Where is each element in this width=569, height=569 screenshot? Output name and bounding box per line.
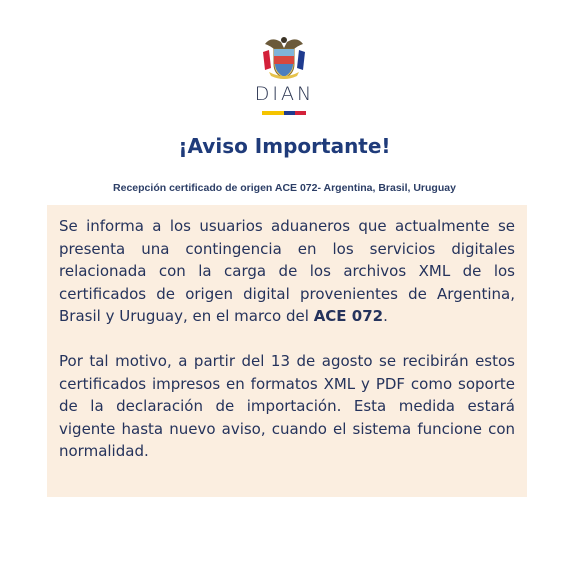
notice-paragraph-2: Por tal motivo, a partir del 13 de agosto se recibirán estos certificados impresos en formatos XML y PDF como soporte de la declaración de importación. Esta medida estará vigente hasta nuevo aviso, cuando el sistema funcione con normalidad. <box>59 351 515 461</box>
colombia-coat-of-arms-icon <box>261 34 307 82</box>
page-subtitle: Recepción certificado de origen ACE 072- Argentina, Brasil, Uruguay <box>113 182 456 194</box>
agreement-reference: ACE 072 <box>313 307 384 326</box>
paragraph-1-text: Se informa a los usuarios aduaneros que actualmente se presenta una contingencia en los servicios digitales relacionada con la carga de los archivos XML de los certificados de origen digital provenientes de Argentina, Brasil y Uruguay, en el marco del <box>59 217 515 326</box>
paragraph-1-end: . <box>383 307 388 326</box>
flag-stripe <box>262 111 306 115</box>
notice-box <box>47 205 527 497</box>
notice-paragraph-1 <box>59 215 515 328</box>
dian-wordmark: DIAN <box>254 83 315 105</box>
page-title: ¡Aviso Importante! <box>178 134 391 158</box>
